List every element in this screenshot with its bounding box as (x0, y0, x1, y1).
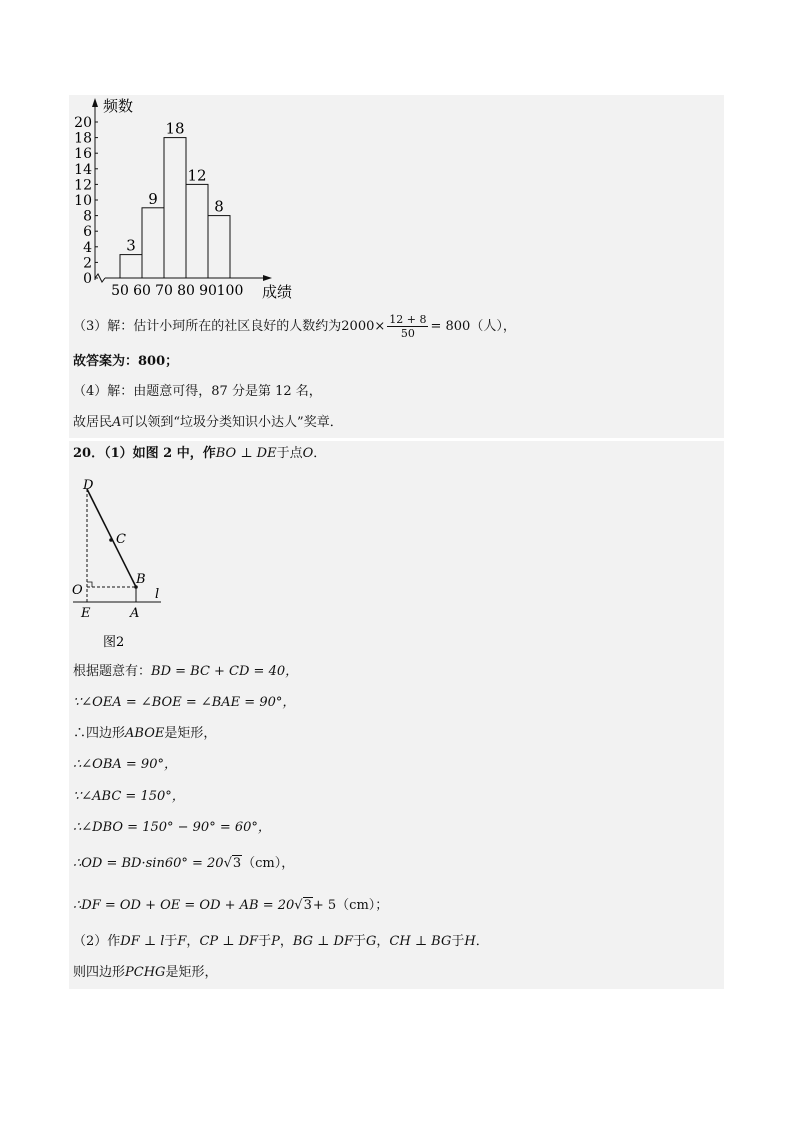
y-tick-label: 20 (74, 115, 92, 131)
x-axis-arrow (263, 275, 272, 281)
q20-step-4: ∴∠OBA = 90°， (73, 757, 177, 772)
y-tick-label: 12 (74, 177, 92, 194)
q20-step-1: 根据题意有：BD = BC + CD = 40， (73, 664, 299, 679)
x-tick-label: 100 (216, 283, 244, 299)
x-tick-label: 90 (199, 283, 217, 299)
x-tick-label: 80 (177, 283, 195, 299)
q20-header-line: 20．（1）如图 2 中，作BO ⊥ DE于点O． (73, 446, 327, 461)
label-E: E (81, 606, 91, 621)
bar-data-label: 18 (165, 119, 185, 138)
histogram-bar (164, 138, 186, 278)
histogram-bar (142, 208, 164, 278)
point-C (109, 538, 113, 542)
q20-step-3: ∴四边形ABOE是矩形， (73, 726, 217, 741)
figure-caption: 图2 (103, 635, 125, 650)
x-tick-label: 60 (133, 283, 151, 299)
bar-data-label: 8 (214, 197, 224, 216)
q20-step-5: ∵∠ABC = 150°， (73, 789, 185, 804)
y-tick-label: 8 (83, 208, 92, 225)
q20-part2-line: （2）作DF ⊥ l于F，CP ⊥ DF于P，BG ⊥ DF于G，CH ⊥ BG于H． (73, 934, 489, 949)
label-A: A (130, 606, 140, 621)
bar-data-label: 3 (126, 236, 136, 255)
y-tick-label: 16 (74, 146, 92, 163)
q20-step-8: ∴DF = OD + OE = OD + AB = 20√3+ 5（cm）； (73, 898, 389, 913)
q20-last-line: 则四边形PCHG是矩形， (73, 965, 218, 980)
frequency-histogram (69, 95, 309, 305)
right-angle-mark (87, 582, 92, 587)
q20-step-2: ∵∠OEA = ∠BOE = ∠BAE = 90°， (73, 695, 296, 710)
histogram-bar (186, 184, 208, 278)
label-B: B (136, 572, 146, 587)
q19-part4-line: （4）解：由题意可得，87 分是第 12 名， (73, 384, 322, 399)
y-axis-arrow (92, 98, 98, 107)
y-tick-label: 18 (74, 130, 92, 147)
label-D: D (83, 478, 94, 493)
y-tick-label: 0 (83, 271, 92, 287)
label-O: O (72, 583, 83, 598)
y-tick-label: 10 (74, 193, 92, 209)
bar-data-label: 12 (187, 166, 207, 185)
histogram-bar (120, 255, 142, 278)
y-tick-label: 6 (83, 224, 92, 241)
q20-step-6: ∴∠DBO = 150° − 90° = 60°， (73, 820, 271, 835)
x-tick-label: 70 (155, 283, 173, 299)
x-tick-label: 50 (111, 283, 129, 299)
y-tick-label: 4 (83, 239, 92, 256)
q19-answer-line: 故答案为：800； (73, 354, 179, 369)
y-axis-label: 频数 (103, 97, 134, 115)
geometry-figure-2 (69, 472, 179, 652)
histogram-bar (208, 216, 230, 278)
segment-DB (87, 489, 136, 587)
q19-conclusion-line: 故居民A可以领到“垃圾分类知识小达人”奖章． (73, 415, 343, 430)
fraction: $\frac{12 + 8}{50}$ (389, 313, 427, 340)
x-axis-label: 成绩 (262, 283, 293, 301)
y-tick-label: 2 (83, 255, 92, 272)
q19-part3-line: （3）解：估计小珂所在的社区良好的人数约为2000× $\frac{12 + 8}{50}$ = 800（人）， (73, 313, 516, 340)
label-l: l (155, 587, 160, 602)
y-tick-label: 14 (74, 161, 92, 178)
bar-data-label: 9 (148, 189, 158, 208)
label-C: C (116, 532, 126, 547)
q20-step-7: ∴OD = BD·sin60° = 20√3（cm）， (73, 856, 295, 871)
